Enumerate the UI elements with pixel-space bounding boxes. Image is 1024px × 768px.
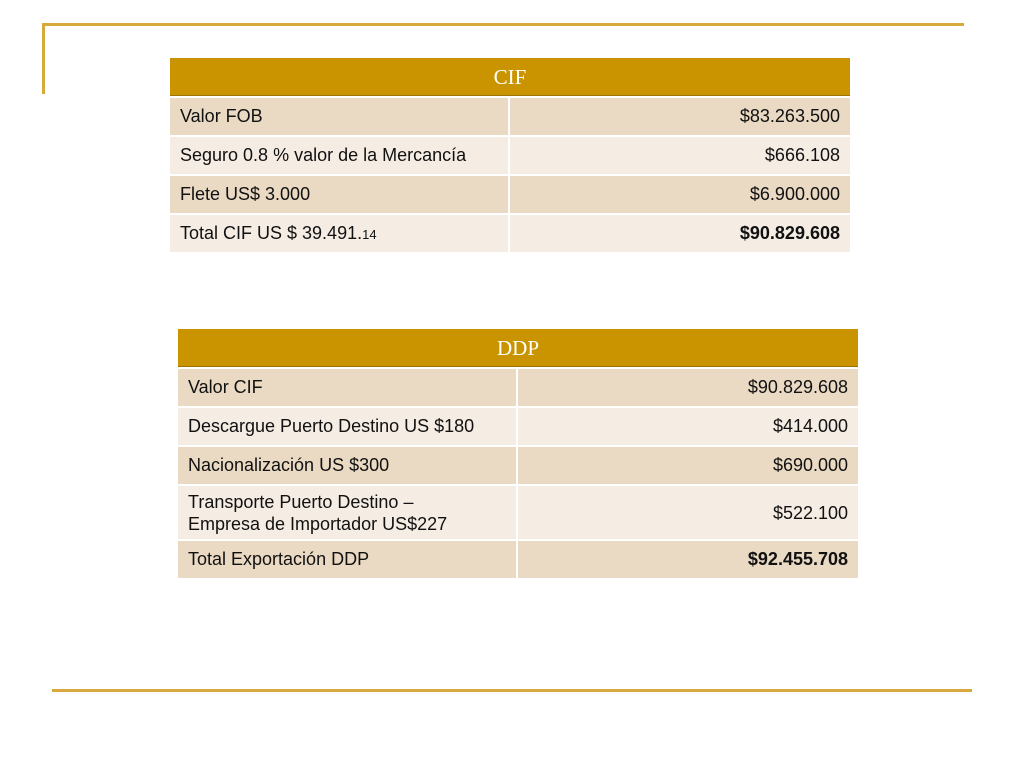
row-label: Valor CIF xyxy=(177,368,517,407)
decor-line-left xyxy=(42,23,45,94)
row-label-line2: Empresa de Importador US$227 xyxy=(188,513,448,534)
row-label-line1: Transporte Puerto Destino – xyxy=(188,491,414,512)
table-row-total xyxy=(177,540,859,579)
table-row xyxy=(177,368,859,407)
table-row xyxy=(177,485,859,540)
row-value: $414.000 xyxy=(517,407,859,446)
table-header-row xyxy=(169,57,851,97)
row-label xyxy=(177,485,517,540)
total-cif-label: Total CIF US $ 39.491. xyxy=(180,223,363,243)
row-label: Seguro 0.8 % valor de la Mercancía xyxy=(169,136,509,175)
decor-line-top xyxy=(42,23,964,26)
table-row xyxy=(169,175,851,214)
decor-line-bottom xyxy=(52,689,972,692)
total-cif-value: $90.829.608 xyxy=(509,214,851,253)
row-value: $90.829.608 xyxy=(517,368,859,407)
table-row xyxy=(169,136,851,175)
row-label: Total Exportación DDP xyxy=(177,540,517,579)
cif-table xyxy=(168,56,852,254)
row-label: Valor FOB xyxy=(169,97,509,136)
row-label: Flete US$ 3.000 xyxy=(169,175,509,214)
cif-table-title: CIF xyxy=(169,57,851,97)
row-value: $522.100 xyxy=(517,485,859,540)
table-row xyxy=(177,407,859,446)
row-value: $83.263.500 xyxy=(509,97,851,136)
table-header-row xyxy=(177,328,859,368)
row-value: $6.900.000 xyxy=(509,175,851,214)
ddp-table-title: DDP xyxy=(177,328,859,368)
row-label: Descargue Puerto Destino US $180 xyxy=(177,407,517,446)
table-row xyxy=(177,446,859,485)
row-label: Nacionalización US $300 xyxy=(177,446,517,485)
ddp-table xyxy=(176,327,860,580)
row-value: $690.000 xyxy=(517,446,859,485)
total-ddp-value: $92.455.708 xyxy=(517,540,859,579)
row-value: $666.108 xyxy=(509,136,851,175)
table-row-total xyxy=(169,214,851,253)
total-cif-decimals: 14 xyxy=(362,227,377,242)
row-label xyxy=(169,214,509,253)
table-row xyxy=(169,97,851,136)
